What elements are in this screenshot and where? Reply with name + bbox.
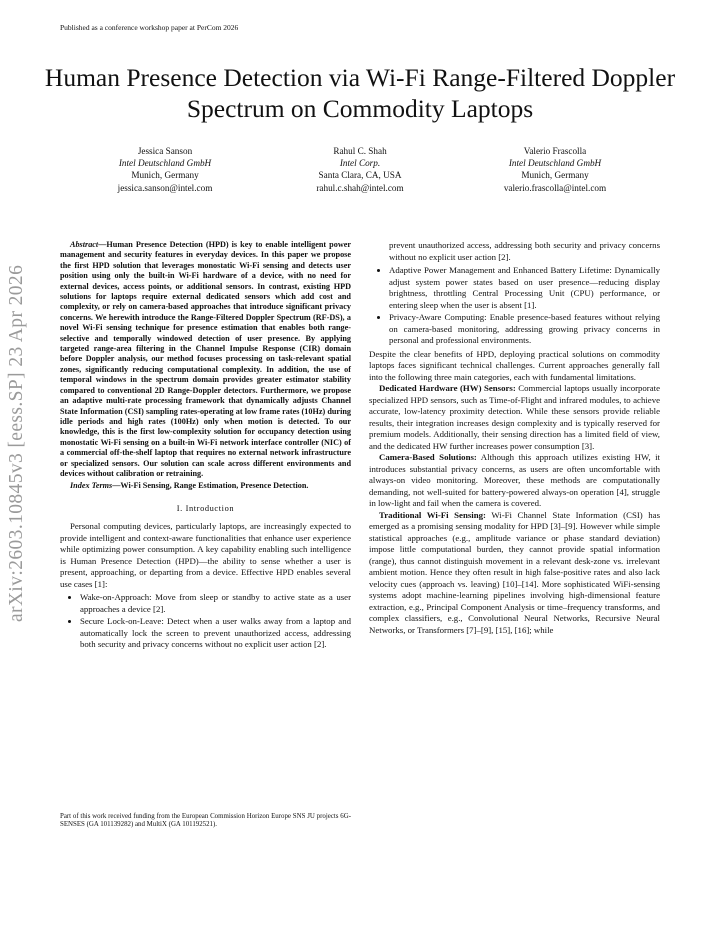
list-item: • Secure Lock-on-Leave: Detect when a user walks away from a laptop and automatically lock the screen to prevent unauthorized access, addressing both security and privacy concerns without no explicit user action [2]. — [80, 616, 351, 639]
list-item: • Wake-on-Approach: Move from sleep or standby to active state as a user approaches a device [2]. — [80, 592, 351, 615]
category-lead: Dedicated Hardware (HW) Sensors: — [379, 383, 516, 393]
left-column — [60, 240, 351, 650]
author-1 — [70, 145, 260, 194]
use-case-list — [60, 592, 351, 650]
category-lead: Camera-Based Solutions: — [379, 452, 477, 462]
use-case-list-continued — [369, 240, 660, 263]
author-name: Jessica Sanson — [137, 146, 193, 156]
abstract — [60, 240, 351, 479]
category-paragraph — [369, 452, 660, 510]
publication-note: Published as a conference workshop paper at PerCom 2026 — [60, 23, 239, 32]
author-location: Munich, Germany — [131, 170, 199, 181]
author-location: Santa Clara, CA, USA — [318, 170, 402, 181]
author-affiliation: Intel Deutschland GmbH — [118, 158, 212, 169]
author-affiliation: Intel Deutschland GmbH — [508, 158, 602, 169]
author-email[interactable]: rahul.c.shah@intel.com — [316, 182, 404, 193]
category-text: Although this approach utilizes existing HW, it introduces substantial privacy concerns, as users are often uncomfortable with always-on video monitoring. Moreover, these methods are computationally demanding, not well-suited for battery-powered always-on operation [4], struggle in low-light and fail when the camera is covered. — [369, 452, 661, 508]
challenges-paragraph: Despite the clear benefits of HPD, deploying practical solutions on commodity laptops faces significant technical challenges. Current approaches generally fall into the following three main categories, each with fundamental limitations. — [369, 348, 660, 382]
author-3 — [460, 145, 650, 194]
index-terms-text: —Wi-Fi Sensing, Range Estimation, Presence Detection. — [112, 481, 309, 491]
category-paragraph — [369, 383, 660, 452]
index-terms — [60, 481, 351, 491]
list-item: • Adaptive Power Management and Enhanced Battery Lifetime: Dynamically adjust system power states based on user presence—reducing display brightness, throttling Central Processing Unit (CPU) performance, or entering sleep when the user is absent [1]. — [389, 265, 660, 311]
intro-paragraph: Personal computing devices, particularly laptops, are increasingly expected to provide intelligent and context-aware functionalities that enhance user experience while optimizing power consumption. A key capability enabling such intelligence is Human Presence Detection (HPD)—the ability to sense whether a user is present, approaching, or departing from a device. Effective HPD enables several use cases [1]: — [60, 521, 351, 589]
category-text: Wi-Fi Channel State Information (CSI) has emerged as a promising sensing modality for HPD [3]–[9]. However while simple statistical approaches (e.g., amplitude variance or phase standard deviation) impose little computational burden, they cannot provide spatial information (range), thus cannot distinguish movement in a relevant desk-zone vs. irrelevant ambient motion. Hence they often result in high false-positive rates and also lack velocity cues (approach vs. leaving) [10]–[14]. More sophisticated WiFi-sensing systems adopt machine-learning pipelines involving high-dimensional feature extraction, e.g., Principal Component Analysis or time–frequency transforms, and complex classifiers, e.g., Convolutional Neural Networks, Recursive Neural Networks, or Transformers [7]–[9], [15], [16]; while — [369, 509, 660, 635]
paper-title: Human Presence Detection via Wi-Fi Range-Filtered Doppler Spectrum on Commodity Laptops — [44, 63, 676, 123]
author-name: Rahul C. Shah — [333, 146, 387, 156]
arxiv-identifier[interactable]: arXiv:2603.10845v3 [eess.SP] 23 Apr 2026 — [6, 264, 27, 622]
abstract-lead: Abstract — [70, 240, 99, 249]
index-terms-lead: Index Terms — [70, 481, 113, 491]
use-case-list — [369, 265, 660, 347]
section-heading-introduction: I. Introduction — [176, 503, 235, 513]
list-item: • Privacy-Aware Computing: Enable presence-based features without relying on camera-based monitoring, addressing growing privacy concerns in personal and professional environments. — [389, 312, 660, 347]
abstract-text: —Human Presence Detection (HPD) is key to enable intelligent power management and security features in everyday devices. In this paper we propose the first HPD solution that leverages monostatic Wi-Fi sensing and detects user position using only the built-in Wi-Fi hardware of a device, with no need for external devices, access points, or additional sensors. In contrast, existing HPD solutions for laptops require external dedicated sensors which add cost and complexity, or rely on camera-based approaches that introduce significant privacy concerns. We herewith introduce the Range-Filtered Doppler Spectrum (RF-DS), a novel Wi-Fi sensing technique for presence estimation that enables both range-selective and temporally windowed detection of user presence. By applying targeted range-area filtering in the Channel Impulse Response (CIR) domain before Doppler analysis, our method focuses processing on task-relevant spatial zones, significantly reducing computational complexity. In addition, the use of temporal windows in the spectrum domain provides greater estimator stability compared to conventional 2D Range-Doppler detectors. Furthermore, we propose an adaptive multi-rate processing framework that dynamically adjusts Channel State Information (CSI) sampling rates-operating at low frame rates (10Hz) during idle periods and high rates (100Hz) only when motion is detected. To our knowledge, this is the first low-complexity solution for occupancy detection using monostatic Wi-Fi sensing on a built-in Wi-Fi network interface controller (NIC) of a commercial off-the-shelf laptop that requires no external network infrastructure or specialized sensors. Our solution can scale across different environments and devices without calibration or retraining. — [60, 240, 351, 478]
author-block — [70, 145, 650, 194]
author-affiliation: Intel Corp. — [339, 158, 381, 169]
author-2 — [265, 145, 455, 194]
category-text: Commercial laptops usually incorporate specialized HPD sensors, such as Time-of-Flight and infrared modules, to achieve accurate, low-latency proximity detection. While these sensors provide reliable results, their integration increases design complexity and is typically reserved for premium models. Additionally, their sensing direction has a limited field of view, and the dedicated HW further increases power consumption [3]. — [369, 383, 660, 451]
author-email[interactable]: valerio.frascolla@intel.com — [503, 182, 607, 193]
category-paragraph — [369, 510, 660, 637]
category-lead: Traditional Wi-Fi Sensing: — [379, 509, 486, 520]
list-item-continued: prevent unauthorized access, addressing both security and privacy concerns without no explicit user action [2]. — [389, 240, 660, 262]
author-name: Valerio Frascolla — [523, 146, 587, 156]
right-column — [369, 240, 660, 636]
funding-footnote: Part of this work received funding from the European Commission Horizon Europe SNS JU projects 6G-SENSES (GA 101139282) and MultiX (GA 101192521). — [60, 813, 351, 829]
author-location: Munich, Germany — [521, 170, 589, 181]
author-email[interactable]: jessica.sanson@intel.com — [117, 182, 213, 193]
